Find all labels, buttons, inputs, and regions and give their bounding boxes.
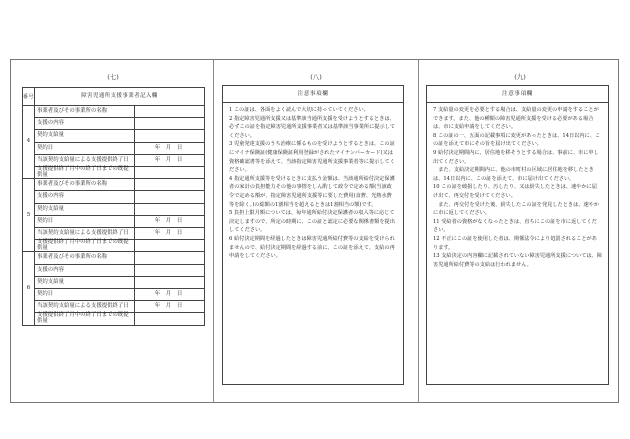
row-value[interactable] <box>135 264 205 276</box>
row-label: 契約日 <box>35 288 135 300</box>
table-row <box>23 240 205 252</box>
table-row <box>23 215 205 227</box>
row-label: 契約日 <box>35 142 135 154</box>
group-number: 5 <box>23 179 35 252</box>
row-value[interactable] <box>135 191 205 203</box>
row-value[interactable]: 年 月 日 <box>135 142 205 154</box>
table-row <box>23 191 205 203</box>
row-label: 契約支給量 <box>35 276 135 288</box>
row-label: 支援の内容 <box>35 118 135 130</box>
row-label: 契約日 <box>35 215 135 227</box>
note-item: 3 児童発達支援のうち治療に係るものを受けようとするときは、この証にマイナ保険証(健康保険証利用登録がされたマイナンバーカード)又は資格確認書等を添えて、当該指定障害児通所支援事業者等に提示してください。 <box>229 141 395 174</box>
page-number-middle: (八) <box>310 73 322 81</box>
note-item: 1 この証は、各面をよく読んで大切に持っていてください。 <box>229 107 369 113</box>
group-number: 4 <box>23 106 35 179</box>
note-item: 9 給付決定期間内に、居住地を移そうとする場合は、事前に、市に申し出てください。 <box>433 149 599 165</box>
row-label: 当該契約支給量による支援提供終了日 <box>35 227 135 239</box>
row-label: 当該契約支給量による支援提供終了日 <box>35 154 135 166</box>
note-item: 6 給付決定期間を経過したときは障害児通所給付費等の支給を受けられませんので、給付決定期間を経過する前に、この証を添えて、支給の再申請をしてください。 <box>229 235 395 260</box>
row-value[interactable]: 年 月 日 <box>135 227 205 239</box>
notes-list-middle <box>223 103 403 261</box>
note-item: 2 指定障害児通所支援又は基準該当通所支援を受けようとするときは、必ずこの証を指定障害児通所支援事業者又は基準該当事業所に提示してください。 <box>229 115 396 139</box>
row-label: 契約支給量 <box>35 203 135 215</box>
table-row <box>23 118 205 130</box>
note-item: また、支給決定期間内に、他の市町村の区域に居住地を移したときは、14日以内に、この証を添えて、市に届け出てください。 <box>433 167 594 182</box>
table-row <box>23 313 205 325</box>
row-label: 支援提供終了月中の終了日までの既提供量 <box>35 240 135 252</box>
header-number: 番号 <box>23 88 35 106</box>
notes-title-middle: 注意事項欄 <box>223 86 403 103</box>
table-row <box>23 130 205 142</box>
row-value[interactable] <box>135 179 205 191</box>
row-value[interactable] <box>135 313 205 325</box>
row-value[interactable] <box>135 203 205 215</box>
note-item: 12 不正にこの証を使用した者は、関係法令により処罰されることがあります。 <box>433 235 597 251</box>
note-item: 8 この証の一、五面の記載事項に変更があったときは、14日以内に、この証を添えて市にその旨を届け出てください。 <box>433 132 601 148</box>
provider-entry-table <box>22 87 205 326</box>
row-label: 支援提供終了月中の終了日までの既提供量 <box>35 167 135 179</box>
note-item: 11 受給者の資格がなくなったときは、直ちにこの証を市に返してください。 <box>433 218 597 234</box>
row-value[interactable] <box>135 106 205 118</box>
table-row <box>23 154 205 166</box>
row-value[interactable] <box>135 240 205 252</box>
table-header-row <box>23 88 205 106</box>
table-row <box>23 142 205 154</box>
table-row <box>23 276 205 288</box>
page-divider <box>418 59 419 403</box>
notes-box-middle <box>222 85 404 385</box>
note-item: 13 支給決定の内容欄に記載されていない障害児通所支援については、障害児通所給付費等の支給は行われません。 <box>433 253 602 268</box>
row-label: 支援の内容 <box>35 191 135 203</box>
row-label: 事業者及びその事業所の名称 <box>35 179 135 191</box>
table-row <box>23 179 205 191</box>
table-row <box>23 227 205 239</box>
note-item: また、再交付を受けた後、紛失したこの証を発見したときは、速やかに市に返してください。 <box>433 201 600 217</box>
row-label: 支援の内容 <box>35 264 135 276</box>
row-value[interactable]: 年 月 日 <box>135 215 205 227</box>
page-number-left: (七) <box>107 73 119 81</box>
note-item: 7 支給量の変更を必要とする場合は、支給量の変更の申請をすることができます。また、他の種類の障害児通所支援を受ける必要がある場合は、市に支給申請をしてください。 <box>433 107 599 131</box>
table-row <box>23 167 205 179</box>
notes-list-right <box>427 103 608 269</box>
table-row <box>23 264 205 276</box>
notes-box-right <box>426 85 609 385</box>
row-value[interactable] <box>135 130 205 142</box>
page-number-right: (九) <box>514 73 526 81</box>
row-label: 支援提供終了月中の終了日までの既提供量 <box>35 313 135 325</box>
row-value[interactable] <box>135 276 205 288</box>
row-value[interactable]: 年 月 日 <box>135 301 205 313</box>
row-label: 事業者及びその事業所の名称 <box>35 252 135 264</box>
page-divider <box>213 59 214 403</box>
notes-title-right: 注意事項欄 <box>427 86 608 103</box>
row-label: 契約支給量 <box>35 130 135 142</box>
row-label: 当該契約支給量による支援提供終了日 <box>35 301 135 313</box>
note-item: 4 指定通所支援等を受けるときに支払う金額は、当該通所給付決定保護者の家計の負担能力その他の事情をしん酌して政令で定める額(当該政令で定める額が、指定障害児通所支援等に要した費用(食費、光熱水費等を除く。)の総額の1割相当を超えるときは1割相当の額)です。 <box>229 175 395 208</box>
header-title: 障害児通所支援事業者記入欄 <box>35 88 205 106</box>
table-row <box>23 106 205 118</box>
table-row <box>23 203 205 215</box>
table-row <box>23 252 205 264</box>
note-item: 10 この証を破損したり、汚したり、又は紛失したときは、速やかに届け出て、再交付を受けてください。 <box>433 184 597 199</box>
row-value[interactable] <box>135 167 205 179</box>
group-number: 6 <box>23 252 35 325</box>
table-row <box>23 288 205 300</box>
note-item: 5 負担上限月額については、毎年通所給付決定保護者の収入等に応じて決定しますので、所定の時期に、この証と認定に必要な関係書類を提出してください。 <box>229 210 395 234</box>
row-label: 事業者及びその事業所の名称 <box>35 106 135 118</box>
row-value[interactable]: 年 月 日 <box>135 154 205 166</box>
row-value[interactable]: 年 月 日 <box>135 288 205 300</box>
row-value[interactable] <box>135 118 205 130</box>
row-value[interactable] <box>135 252 205 264</box>
